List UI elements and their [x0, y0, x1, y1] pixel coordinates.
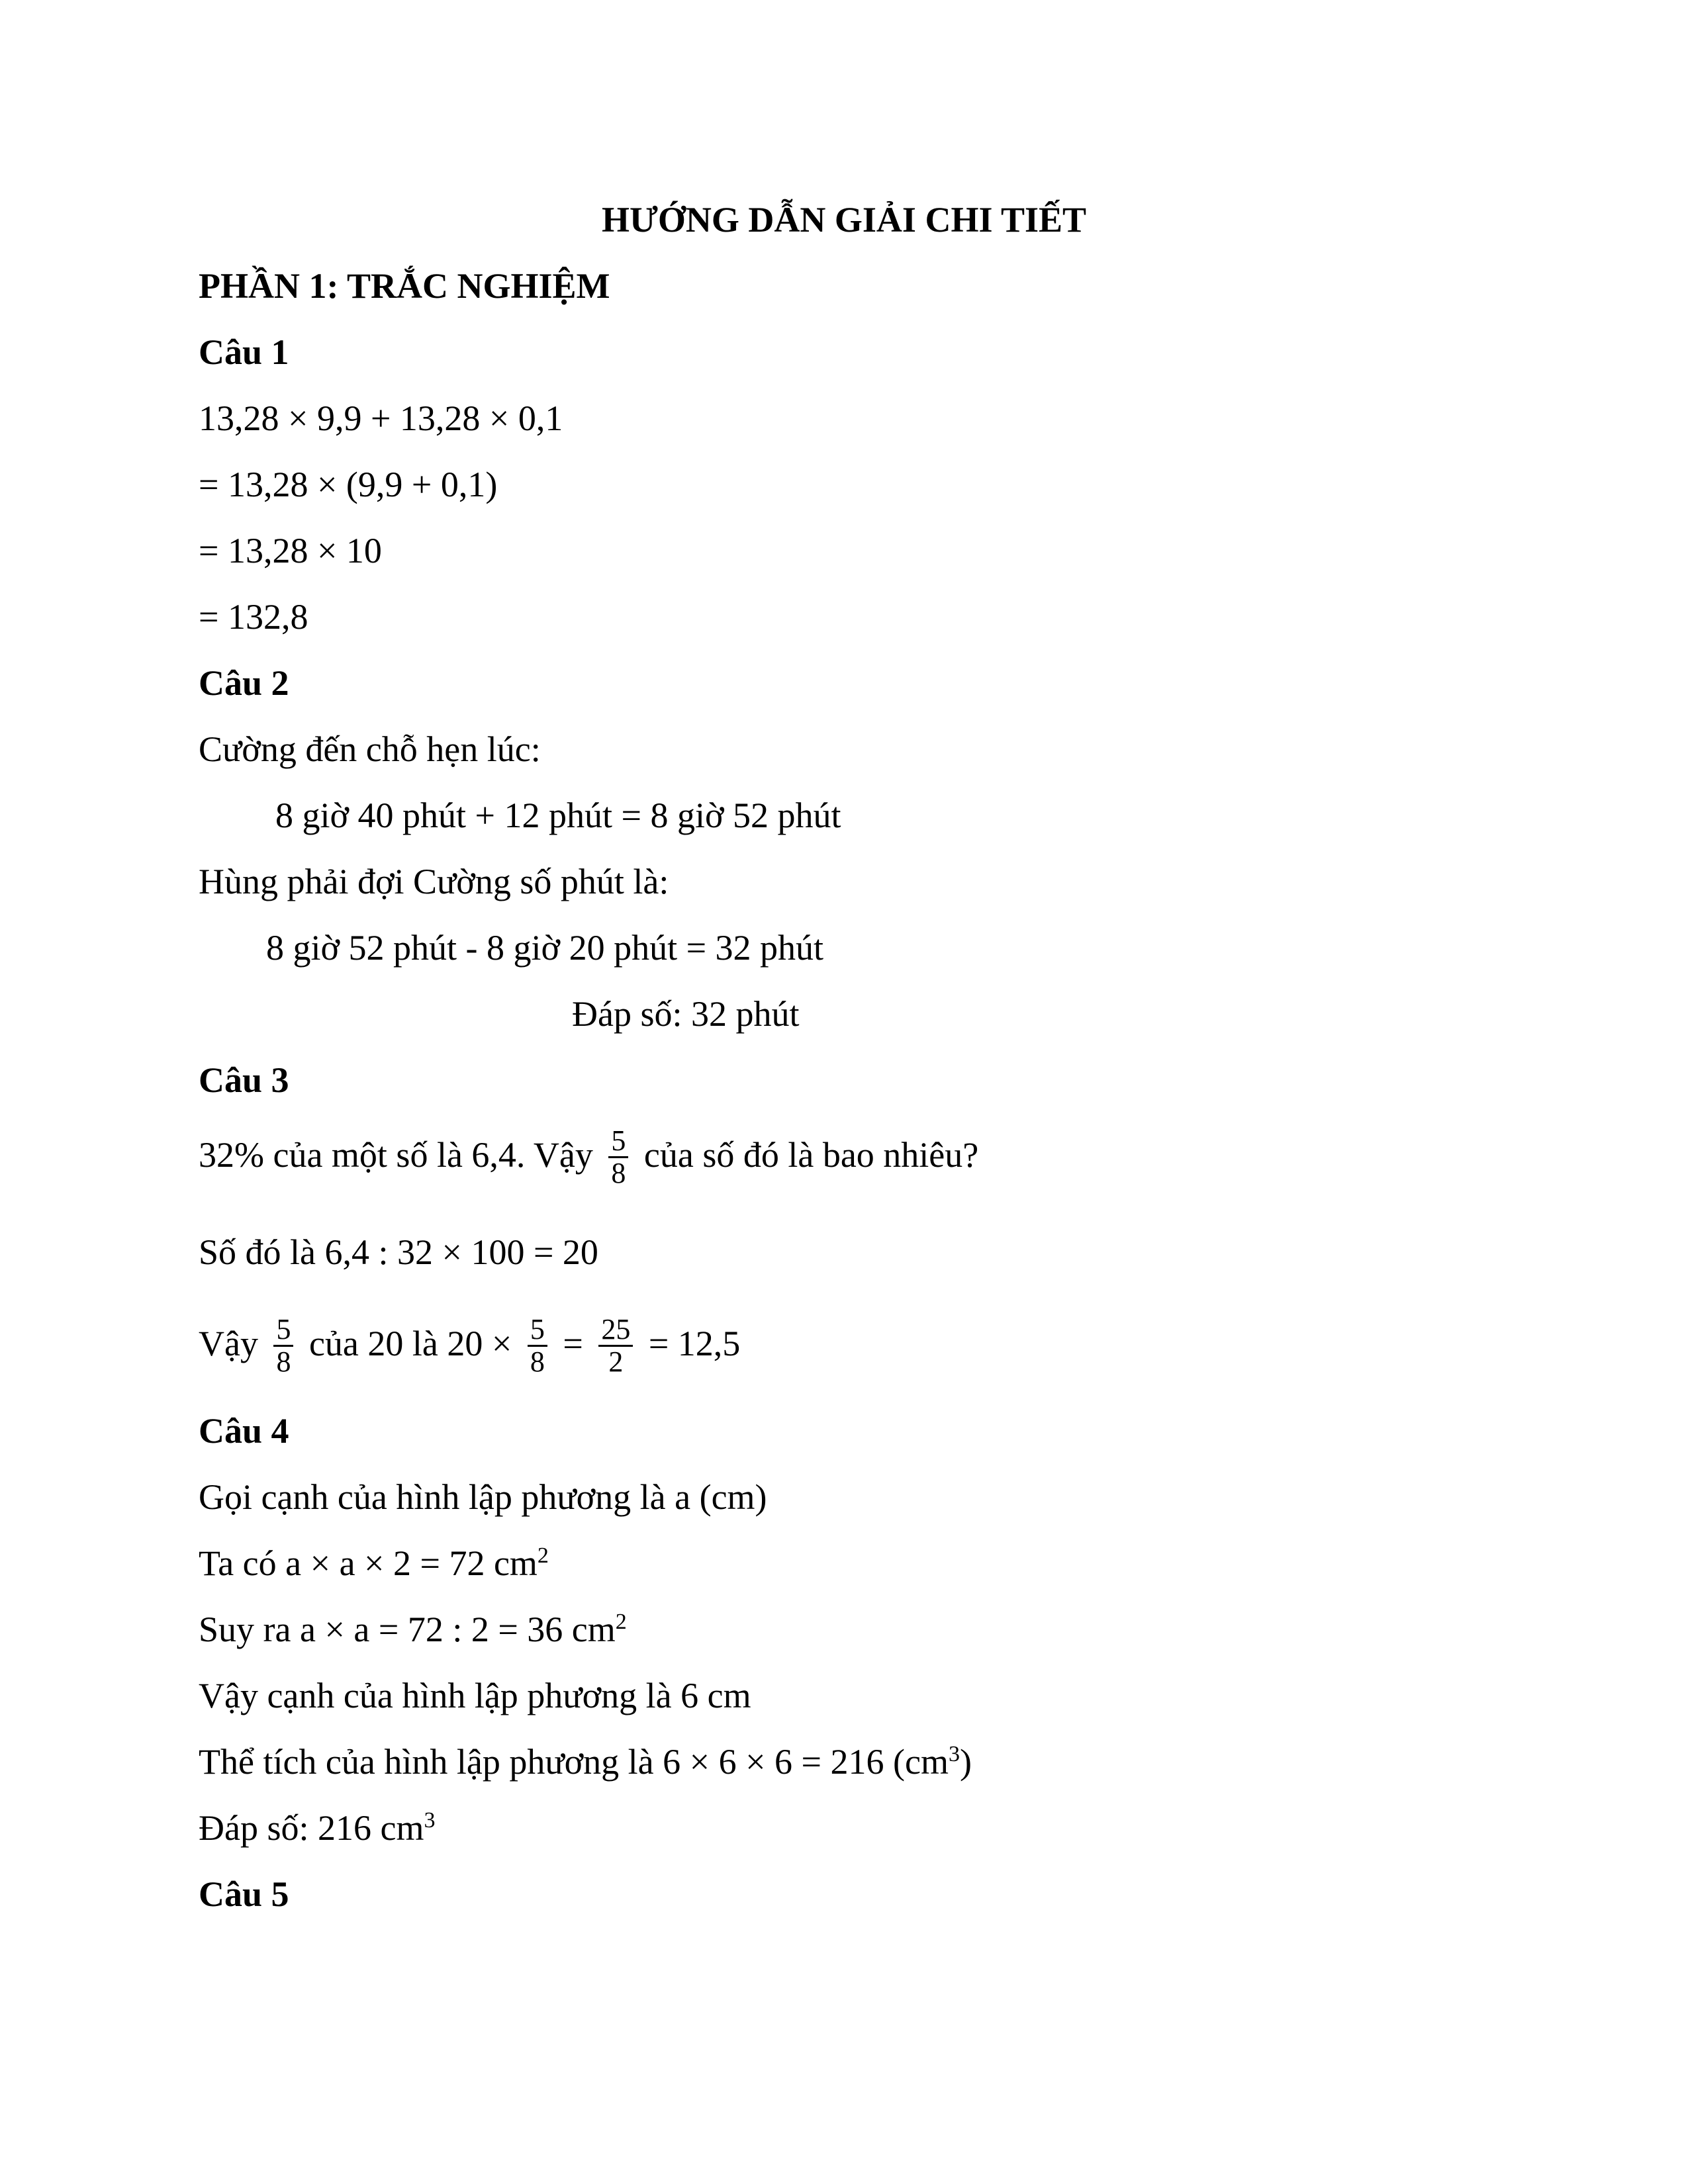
q1-line: = 132,8 [199, 597, 308, 637]
fraction-numerator: 5 [528, 1314, 547, 1347]
q4-answer-text: Đáp số: 216 cm [199, 1808, 424, 1848]
q3-step: Số đó là 6,4 : 32 × 100 = 20 [199, 1232, 598, 1272]
fraction-five-eighths [273, 1314, 293, 1377]
q1-line: 13,28 × 9,9 + 13,28 × 0,1 [199, 398, 563, 438]
fraction-five-eighths [608, 1126, 628, 1189]
q4-line-text: Suy ra a × a = 72 : 2 = 36 cm [199, 1610, 616, 1649]
superscript: 3 [424, 1808, 436, 1833]
q3-problem-text: của số đó là bao nhiêu? [643, 1134, 979, 1175]
q4-answer [199, 1807, 435, 1849]
q2-calc: 8 giờ 52 phút - 8 giờ 20 phút = 32 phút [266, 928, 824, 968]
q1-line: = 13,28 × 10 [199, 531, 382, 570]
q4-line: Gọi cạnh của hình lập phương là a (cm) [199, 1477, 767, 1517]
fraction-numerator: 25 [598, 1314, 633, 1347]
q4-line [199, 1741, 972, 1783]
fraction-numerator: 5 [273, 1314, 293, 1347]
fraction-denominator: 2 [608, 1345, 624, 1378]
fraction-numerator: 5 [608, 1126, 628, 1158]
q2-text: Cường đến chỗ hẹn lúc: [199, 729, 541, 769]
q3-step [199, 1313, 741, 1379]
q4-line-text: ) [959, 1742, 972, 1782]
question-5-heading: Câu 5 [199, 1874, 289, 1914]
q3-step-text: của 20 là 20 × [308, 1323, 512, 1363]
fraction-denominator: 8 [530, 1345, 545, 1378]
fraction-five-eighths [528, 1314, 547, 1377]
question-2-heading: Câu 2 [199, 663, 289, 703]
question-1-heading: Câu 1 [199, 332, 289, 372]
q3-step-text: Vậy [199, 1323, 258, 1363]
q3-problem-text: 32% của một số là 6,4. Vậy [199, 1134, 593, 1175]
q4-line [199, 1542, 549, 1584]
q3-step-text: = 12,5 [648, 1323, 741, 1363]
q2-calc: 8 giờ 40 phút + 12 phút = 8 giờ 52 phút [275, 796, 841, 835]
q4-line: Vậy cạnh của hình lập phương là 6 cm [199, 1676, 751, 1715]
q3-problem [199, 1124, 979, 1190]
question-4-heading: Câu 4 [199, 1411, 289, 1451]
q4-line-text: Thể tích của hình lập phương là 6 × 6 × 6 = 216 (cm [199, 1742, 949, 1782]
question-3-heading: Câu 3 [199, 1060, 289, 1100]
fraction-denominator: 8 [276, 1345, 291, 1378]
q4-line [199, 1608, 627, 1651]
page-title: HƯỚNG DẪN GIẢI CHI TIẾT [601, 200, 1087, 240]
q2-text: Hùng phải đợi Cường số phút là: [199, 862, 669, 901]
q1-line: = 13,28 × (9,9 + 0,1) [199, 465, 498, 504]
q2-answer: Đáp số: 32 phút [572, 994, 800, 1034]
q3-step-text: = [563, 1323, 583, 1363]
fraction-denominator: 8 [611, 1157, 626, 1189]
superscript: 2 [537, 1543, 549, 1568]
section-heading: PHẦN 1: TRẮC NGHIỆM [199, 266, 610, 306]
fraction-result [598, 1314, 633, 1377]
q4-line-text: Ta có a × a × 2 = 72 cm [199, 1543, 538, 1583]
superscript: 3 [948, 1742, 960, 1766]
superscript: 2 [615, 1610, 627, 1634]
